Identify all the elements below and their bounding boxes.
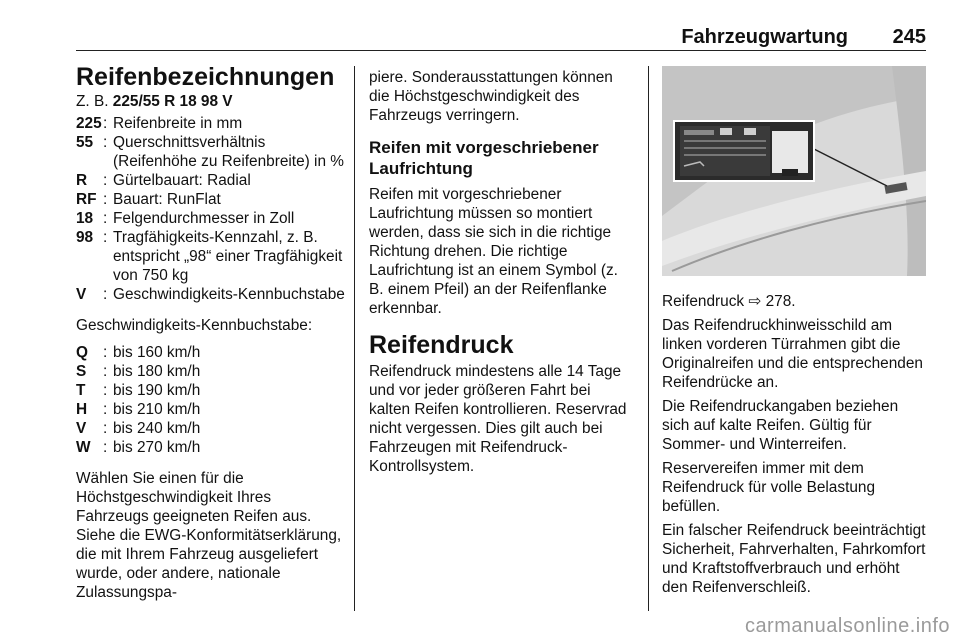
list-text: Tragfähigkeits-Kennzahl, z. B. entspricht „98“ einer Tragfähigkeit von 750 kg	[113, 229, 343, 284]
list-key: 225	[76, 115, 102, 132]
list-key: S	[76, 363, 87, 380]
list-text: Reifenbreite in mm	[113, 115, 243, 132]
heading-reifenbezeichnungen: Reifenbezeichnungen	[76, 63, 335, 91]
paragraph-choose-tyre: Wählen Sie einen für die Höchstgeschwindigkeit Ihres Fahrzeugs geeigneten Reifen aus. Siehe die EWG-Konformitätserklärung, die mit Ihrem Fahrzeug ausgeliefert wurde, oder andere, nationale Zulassungspa-	[76, 470, 342, 601]
reference-arrow-icon: ⇨	[748, 293, 762, 310]
section-title: Fahrzeugwartung	[681, 26, 848, 48]
list-separator: :	[103, 382, 108, 399]
list-key: 98	[76, 229, 94, 246]
definition-list	[76, 114, 346, 304]
example-prefix: Z. B.	[76, 93, 109, 110]
list-separator: :	[103, 115, 108, 132]
list-key: V	[76, 420, 87, 437]
list-key: 55	[76, 134, 94, 151]
page-header	[76, 26, 926, 51]
list-separator: :	[103, 172, 108, 189]
list-text: Geschwindigkeits-Kennbuchstabe	[113, 286, 345, 303]
heading-reifendruck: Reifendruck	[369, 331, 514, 359]
list-separator: :	[103, 210, 108, 227]
list-text: bis 270 km/h	[113, 439, 201, 456]
list-text: bis 160 km/h	[113, 344, 201, 361]
list-separator: :	[103, 420, 108, 437]
list-separator: :	[103, 286, 108, 303]
tyre-pressure-label-illustration	[662, 66, 926, 276]
list-separator: :	[103, 344, 108, 361]
list-key: T	[76, 382, 86, 399]
paragraph-falscher-druck: Ein falscher Reifendruck beeinträchtigt Sicherheit, Fahrverhalten, Fahrkomfort und Kraftstoffverbrauch und erhöht den Reifenverschleiß.	[662, 522, 926, 596]
list-text: Gürtelbauart: Radial	[113, 172, 251, 189]
page-number: 245	[892, 26, 926, 48]
paragraph-reifendruck: Reifendruck mindestens alle 14 Tage und vor jeder größeren Fahrt bei kalten Reifen kontrollieren. Reservrad nicht vergessen. Dies gilt auch bei Fahrzeugen mit Reifendruck-Kontrollsystem.	[369, 363, 627, 475]
list-text: bis 180 km/h	[113, 363, 201, 380]
column-1	[76, 62, 346, 602]
heading-laufrichtung: Reifen mit vorgeschriebener Laufrichtung	[369, 138, 599, 178]
speed-list	[76, 343, 346, 457]
list-text: bis 210 km/h	[113, 401, 201, 418]
list-key: H	[76, 401, 88, 418]
list-key: 18	[76, 210, 94, 227]
list-key: Q	[76, 344, 88, 361]
example-code: 225/55 R 18 98 V	[112, 93, 233, 110]
list-key: RF	[76, 191, 97, 208]
column-divider-left	[354, 66, 355, 611]
list-separator: :	[103, 229, 108, 246]
list-separator: :	[103, 134, 108, 151]
speed-intro: Geschwindigkeits-Kennbuchstabe:	[76, 317, 313, 334]
reference-text: Reifendruck	[662, 293, 745, 310]
list-text: Bauart: RunFlat	[113, 191, 221, 208]
example-line	[76, 92, 346, 111]
list-text: Felgendurchmesser in Zoll	[113, 210, 295, 227]
list-text: Querschnittsverhältnis (Reifenhöhe zu Reifenbreite) in %	[113, 134, 344, 170]
column-3	[662, 292, 928, 597]
paragraph-continuation: piere. Sonderausstattungen können die Höchstgeschwindigkeit des Fahrzeugs verringern.	[369, 69, 613, 124]
list-key: V	[76, 286, 87, 303]
list-text: bis 240 km/h	[113, 420, 201, 437]
list-separator: :	[103, 439, 108, 456]
list-key: R	[76, 172, 88, 189]
paragraph-schild: Das Reifendruckhinweisschild am linken vorderen Türrahmen gibt die Originalreifen und die entsprechenden Reifendrücke an.	[662, 317, 923, 391]
list-text: bis 190 km/h	[113, 382, 201, 399]
column-2	[369, 68, 635, 476]
paragraph-kalte-reifen: Die Reifendruckangaben beziehen sich auf kalte Reifen. Gültig für Sommer- und Winterreifen.	[662, 398, 899, 453]
reference-line	[662, 292, 928, 311]
paragraph-laufrichtung: Reifen mit vorgeschriebener Laufrichtung müssen so montiert werden, dass sie sich in die richtige Richtung drehen. Die richtige Laufrichtung ist an einem Symbol (z. B. einem Pfeil) an der Reifenflanke erkennbar.	[369, 186, 618, 317]
watermark: carmanualsonline.info	[744, 615, 950, 637]
list-separator: :	[103, 363, 108, 380]
paragraph-reserverad: Reservereifen immer mit dem Reifendruck für volle Belastung befüllen.	[662, 460, 876, 515]
reference-page: 278.	[765, 293, 796, 310]
list-separator: :	[103, 401, 108, 418]
column-divider-right	[648, 66, 649, 611]
list-separator: :	[103, 191, 108, 208]
list-key: W	[76, 439, 91, 456]
